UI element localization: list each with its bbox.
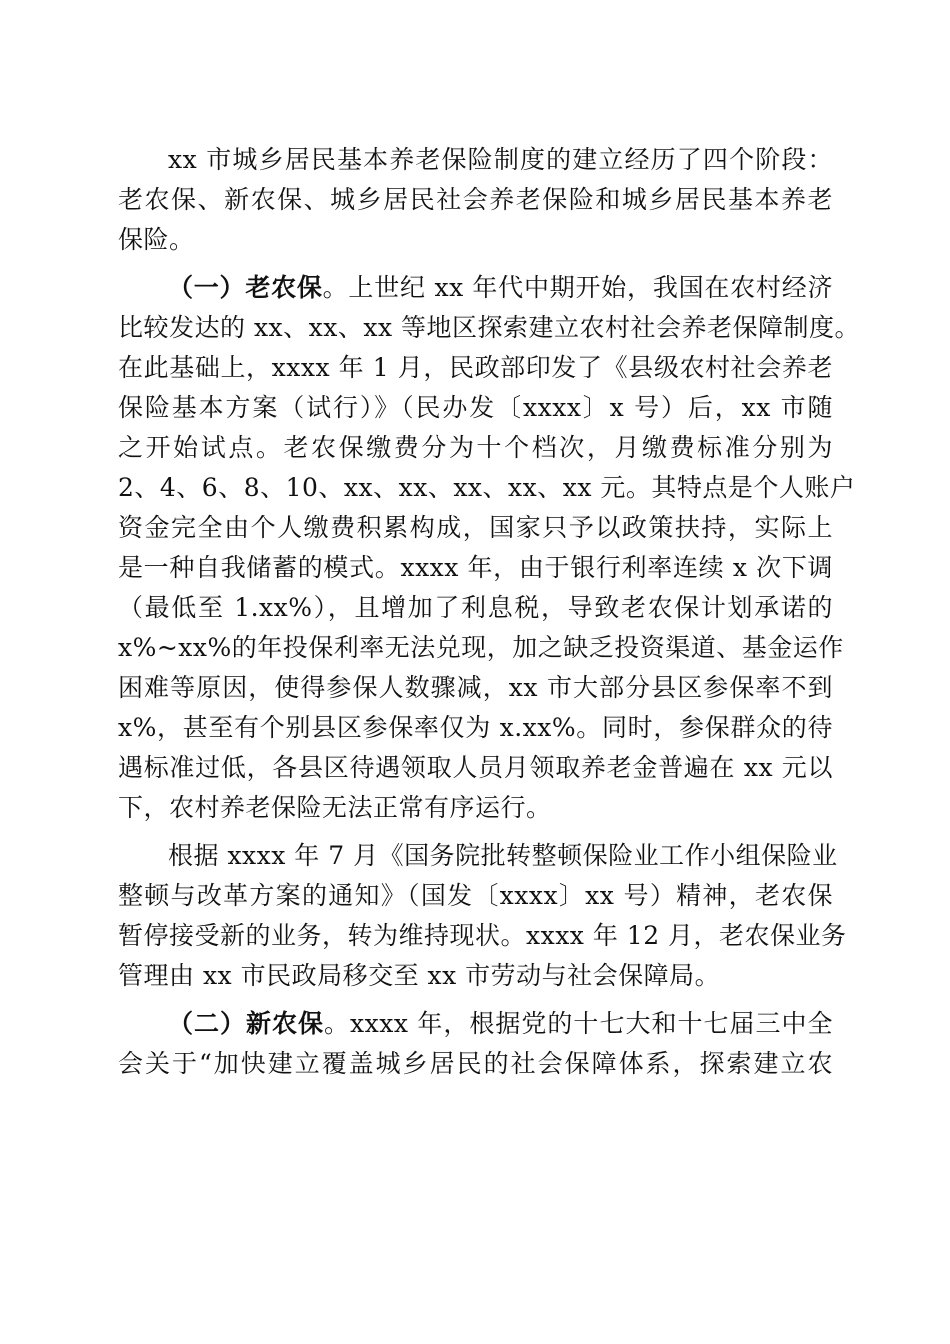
- text-line: 2、4、6、8、10、xx、xx、xx、xx、xx 元。其特点是个人账户: [118, 473, 856, 502]
- text-line: [118, 1004, 833, 1044]
- paragraph-new-rural-insurance: [118, 1004, 833, 1084]
- paragraph-old-rural-insurance: [118, 268, 860, 828]
- text-line: 是一种自我储蓄的模式。xxxx 年，由于银行利率连续 x 次下调: [118, 553, 833, 582]
- text-run: 。上世纪 xx 年代中期开始，我国在农村经济: [322, 273, 833, 302]
- text-line: [118, 268, 833, 308]
- text-line: x%，甚至有个别县区参保率仅为 x.xx%。同时，参保群众的待: [118, 713, 833, 742]
- text-line: 在此基础上，xxxx 年 1 月，民政部印发了《县级农村社会养老: [118, 353, 833, 382]
- text-line: 之开始试点。老农保缴费分为十个档次，月缴费标准分别为: [118, 433, 833, 462]
- text-line: 困难等原因，使得参保人数骤减，xx 市大部分县区参保率不到: [118, 673, 833, 702]
- section-heading: （一）老农保: [168, 273, 323, 302]
- paragraph-suspension: [118, 836, 847, 996]
- text-line: 保险基本方案（试行）》（民办发〔xxxx〕x 号）后，xx 市随: [118, 393, 833, 422]
- text-line: 管理由 xx 市民政局移交至 xx 市劳动与社会保障局。: [118, 961, 721, 990]
- section-heading: （二）新农保: [168, 1009, 325, 1038]
- text-line: xx 市城乡居民基本养老保险制度的建立经历了四个阶段：: [168, 145, 833, 174]
- document-body: [118, 140, 860, 1092]
- text-line: 保险。: [118, 225, 195, 254]
- text-line: 根据 xxxx 年 7 月《国务院批转整顿保险业工作小组保险业: [168, 841, 838, 870]
- text-line: 暂停接受新的业务，转为维持现状。xxxx 年 12 月，老农保业务: [118, 921, 847, 950]
- text-line: （最低至 1.xx%），且增加了利息税，导致老农保计划承诺的: [118, 593, 833, 622]
- text-line: x%~xx%的年投保利率无法兑现，加之缺乏投资渠道、基金运作: [118, 633, 844, 662]
- text-line: 会关于“加快建立覆盖城乡居民的社会保障体系，探索建立农: [118, 1049, 833, 1078]
- text-line: 遇标准过低，各县区待遇领取人员月领取养老金普遍在 xx 元以: [118, 753, 833, 782]
- paragraph-intro: [118, 140, 833, 260]
- text-line: 资金完全由个人缴费积累构成，国家只予以政策扶持，实际上: [118, 513, 833, 542]
- text-run: 。xxxx 年，根据党的十七大和十七届三中全: [324, 1009, 833, 1038]
- text-line: 下，农村养老保险无法正常有序运行。: [118, 793, 552, 822]
- text-line: 比较发达的 xx、xx、xx 等地区探索建立农村社会养老保障制度。: [118, 313, 860, 342]
- text-line: 整顿与改革方案的通知》（国发〔xxxx〕xx 号）精神，老农保: [118, 881, 833, 910]
- text-line: 老农保、新农保、城乡居民社会养老保险和城乡居民基本养老: [118, 185, 833, 214]
